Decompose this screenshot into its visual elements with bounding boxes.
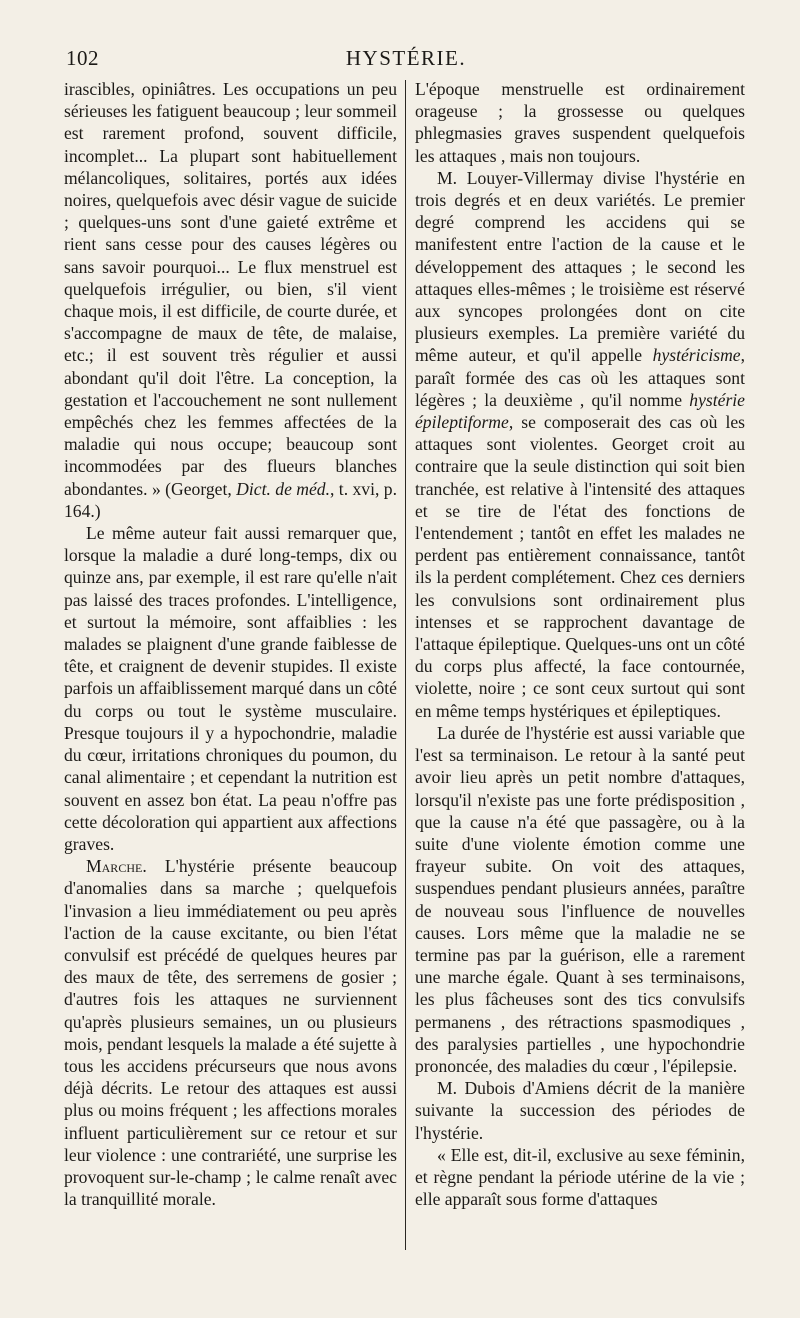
- text-segment: , t. xvi, p. 164.): [64, 478, 397, 521]
- term-hystericisme: hystéricisme: [652, 345, 741, 366]
- citation-title: Dict. de méd.: [236, 478, 330, 499]
- left-column: [64, 78, 397, 1210]
- text-segment: , se composerait des cas où les attaques sont violentes. Georget croit au contraire que la seule distinction qui soit bien tranchée, est relative à l'intensité des attaques et se tire de l'état des fonctions de l'entendement ; tantôt en effet les malades ne perdent pas entièrement connaissance, tantôt ils la perdent complétement. Chez ces derniers les convulsions sont ordinairement plus intenses et se rapprochent davantage de l'attaque épileptique. Quelques-uns ont un côté du corps plus affecté, la face contournée, violette, noire ; ce sont ceux surtout qui sont en même temps hystériques et épileptiques.: [415, 412, 745, 721]
- paragraph-quote-dubois: « Elle est, dit-il, exclusive au sexe féminin, et règne pendant la période utérine de la vie ; elle apparaît sous forme d'attaques: [415, 1144, 745, 1210]
- text-segment: M. Louyer-Villermay divise l'hystérie en trois degrés et en deux variétés. Le premier degré comprend les accidens qui se manifestent entre l'action de la cause et le développement des attaques ; le second les attaques elles-mêmes ; le troisième est réservé aux syncopes prolongées dont on cite plusieurs exemples. La première variété du même auteur, et qu'il appelle: [415, 167, 745, 366]
- text-segment: , paraît formée des cas où les attaques sont légères ; la deuxième , qu'il nomme: [415, 345, 745, 410]
- paragraph-georget-quote: [64, 78, 397, 522]
- text-segment: L'hystérie présente beaucoup d'anomalies dans sa marche ; quelquefois l'invasion a lieu immédiatement ou peu après l'action de la cause excitante, ou bien l'état convulsif est précédé de quelques heures par des maux de tête, des serremens de gosier ; d'autres fois les attaques ne surviennent qu'après plusieurs semaines, un ou plusieurs mois, pendant lesquels la malade a été sujette à tous les accidens précurseurs que nous avons déjà décrits. Le retour des attaques est aussi plus ou moins fréquent ; les affections morales influent particulièrement sur ce retour et sur leur violence : une contrariété, une surprise les provoquent sur-le-champ ; le calme renaît avec la tranquillité morale.: [64, 856, 397, 1210]
- paragraph-duree: La durée de l'hystérie est aussi variable que l'est sa terminaison. Le retour à la santé peut avoir lieu après un petit nombre d'attaques, lorsqu'il n'existe pas une forte prédisposition , que la cause n'a été que passagère, ou à la suite d'une violente émotion comme une frayeur subite. On voit des attaques, suspendues pendant plusieurs années, paraître de nouveau sous l'influence de nouvelles causes. Lors même que la maladie ne se termine pas par la guérison, elle a rarement une marche égale. Quant à ses terminaisons, les plus fâcheuses sont des tics convulsifs permanens , des rétractions spasmodiques , des paralysies partielles , une hypochondrie prononcée, des maladies du cœur , l'épilepsie.: [415, 722, 745, 1076]
- term-hysterie-epileptiforme: hystérie épileptiforme: [415, 389, 745, 433]
- page-header: [66, 46, 746, 76]
- paragraph-dubois: M. Dubois d'Amiens décrit de la manière suivante la succession des périodes de l'hystérie.: [415, 1078, 745, 1143]
- paragraph-marche: [64, 855, 397, 1210]
- column-rule: [405, 80, 406, 1250]
- page-number: 102: [66, 46, 99, 70]
- text-segment: irascibles, opiniâtres. Les occupations un peu sérieuses les fatiguent beaucoup ; leur sommeil est rarement profond, souvent difficile, incomplet... La plupart sont habituellement mélancoliques, solitaires, portés aux idées noires, quelquefois avec désir vague de suicide ; quelques-uns sont d'une gaieté extrême et rient sans cesse pour des causes légères ou sans savoir pourquoi... Le flux menstruel est quelquefois irrégulier, ou bien, s'il vient chaque mois, il est difficile, de courte durée, et s'accompagne de maux de tête, de malaise, etc.; il est souvent très régulier et aussi abondant qu'il doit l'être. La conception, la gestation et l'accouchement ne sont nullement empêchés chez les femmes affectées de la maladie qui nous occupe; beaucoup sont incommodées par des flueurs blanches abondantes. » (Georget,: [64, 79, 397, 499]
- paragraph-long-duration: Le même auteur fait aussi remarquer que, lorsque la maladie a duré long-temps, dix ou quinze ans, par exemple, il est rare qu'elle n'ait pas laissé des traces profondes. L'intelligence, et surtout la mémoire, sont affaiblies : les malades se plaignent d'une grande faiblesse de tête, et craignent de devenir stupides. Il existe parfois un affaiblissement marqué dans un côté du corps ou tout le système musculaire. Presque toujours il y a hypochondrie, maladie du cœur, irritations chroniques du poumon, du canal alimentaire ; et cependant la nutrition est souvent en assez bon état. La peau n'offre pas cette décoloration qui appartient aux affections graves.: [64, 523, 397, 854]
- paragraph-menstrual: L'époque menstruelle est ordinairement orageuse ; la grossesse ou quelques phlegmasies graves suspendent quelquefois les attaques , mais non toujours.: [415, 79, 745, 166]
- section-heading-marche: Marche.: [86, 856, 147, 877]
- right-column: [415, 78, 745, 1210]
- running-title: HYSTÉRIE.: [345, 46, 467, 70]
- paragraph-louyer-villermay: [415, 167, 745, 722]
